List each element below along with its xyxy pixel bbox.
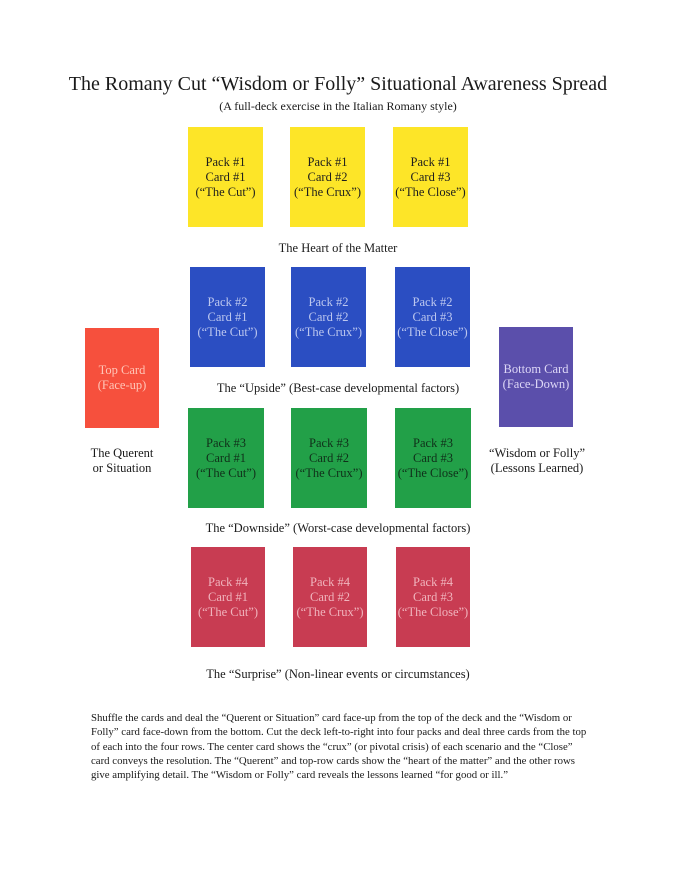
bottom-card-face-down: [499, 327, 573, 427]
card-number-label: Card #1: [205, 169, 246, 184]
card-name-label: (“The Close”): [397, 604, 469, 619]
row-label-upside: The “Upside” (Best-case developmental factors): [216, 381, 460, 395]
row-label-heart: The Heart of the Matter: [278, 241, 398, 255]
card-number-label: Card #2: [310, 589, 350, 604]
card-number-label: Card #1: [207, 309, 248, 324]
card-pack2-card2: [291, 267, 366, 367]
wisdom-label-line2: (Lessons Learned): [490, 461, 584, 475]
card-pack4-card2: [293, 547, 367, 647]
card-name-label: (“The Cut”): [195, 465, 257, 480]
instructions-paragraph: Shuffle the cards and deal the “Querent or Situation” card face-up from the top of the deck and the “Wisdom or Folly” card face-down from the bottom. Cut the deck left-to-right into four packs and deal three cards from the top of each into the four rows. The center card shows the “crux” (or pivotal crisis) of each scenario and the “Close” card conveys the resolution. The “Querent” and top-row cards show the “heart of the matter” and the other rows give amplifying detail. The “Wisdom or Folly” card reveals the lessons learned “for good or ill.”: [91, 712, 587, 782]
card-name-label: (“The Crux”): [295, 465, 363, 480]
wisdom-label: [474, 446, 600, 476]
card-number-label: Card #3: [413, 450, 453, 465]
wisdom-label-line1: “Wisdom or Folly”: [488, 446, 585, 460]
card-number-label: Card #2: [309, 450, 349, 465]
page-subtitle: (A full-deck exercise in the Italian Romany style): [219, 99, 457, 113]
querent-label-line2: or Situation: [92, 461, 152, 475]
page-title: The Romany Cut “Wisdom or Folly” Situational Awareness Spread: [68, 73, 608, 95]
card-number-label: Card #3: [410, 169, 451, 184]
card-pack3-card3: [395, 408, 471, 508]
card-pack-label: Pack #3: [309, 435, 349, 450]
querent-label: [72, 446, 172, 476]
bottom-card-line1: Bottom Card: [503, 362, 569, 376]
card-name-label: (“The Cut”): [197, 604, 259, 619]
card-number-label: Card #2: [308, 309, 349, 324]
card-pack3-card2: [291, 408, 367, 508]
card-pack-label: Pack #3: [206, 435, 246, 450]
card-pack-label: Pack #1: [410, 154, 451, 169]
card-number-label: Card #1: [206, 450, 246, 465]
card-pack-label: Pack #2: [308, 294, 349, 309]
card-pack-label: Pack #1: [205, 154, 246, 169]
card-pack2-card3: [395, 267, 470, 367]
top-card-line2: (Face-up): [97, 378, 147, 392]
bottom-card-line2: (Face-Down): [502, 377, 570, 391]
card-name-label: (“The Close”): [397, 465, 469, 480]
card-pack4-card1: [191, 547, 265, 647]
card-pack-label: Pack #3: [413, 435, 453, 450]
card-pack1-card3: [393, 127, 468, 227]
card-name-label: (“The Crux”): [295, 324, 362, 339]
card-pack-label: Pack #4: [208, 574, 248, 589]
card-name-label: (“The Crux”): [294, 184, 361, 199]
card-pack3-card1: [188, 408, 264, 508]
card-pack-label: Pack #4: [310, 574, 350, 589]
card-number-label: Card #3: [413, 589, 453, 604]
card-pack1-card1: [188, 127, 263, 227]
card-pack2-card1: [190, 267, 265, 367]
row-label-downside: The “Downside” (Worst-case developmental factors): [205, 521, 471, 535]
card-name-label: (“The Cut”): [195, 184, 256, 199]
card-pack1-card2: [290, 127, 365, 227]
card-pack4-card3: [396, 547, 470, 647]
card-pack-label: Pack #2: [412, 294, 453, 309]
card-name-label: (“The Close”): [395, 184, 466, 199]
top-card-face-up: [85, 328, 159, 428]
card-pack-label: Pack #2: [207, 294, 248, 309]
card-number-label: Card #1: [208, 589, 248, 604]
card-number-label: Card #3: [412, 309, 453, 324]
card-number-label: Card #2: [307, 169, 348, 184]
card-name-label: (“The Cut”): [197, 324, 258, 339]
card-name-label: (“The Crux”): [296, 604, 364, 619]
card-pack-label: Pack #4: [413, 574, 453, 589]
querent-label-line1: The Querent: [90, 446, 154, 460]
card-pack-label: Pack #1: [307, 154, 348, 169]
row-label-surprise: The “Surprise” (Non-linear events or circumstances): [206, 667, 470, 681]
top-card-line1: Top Card: [98, 363, 146, 377]
card-name-label: (“The Close”): [397, 324, 468, 339]
